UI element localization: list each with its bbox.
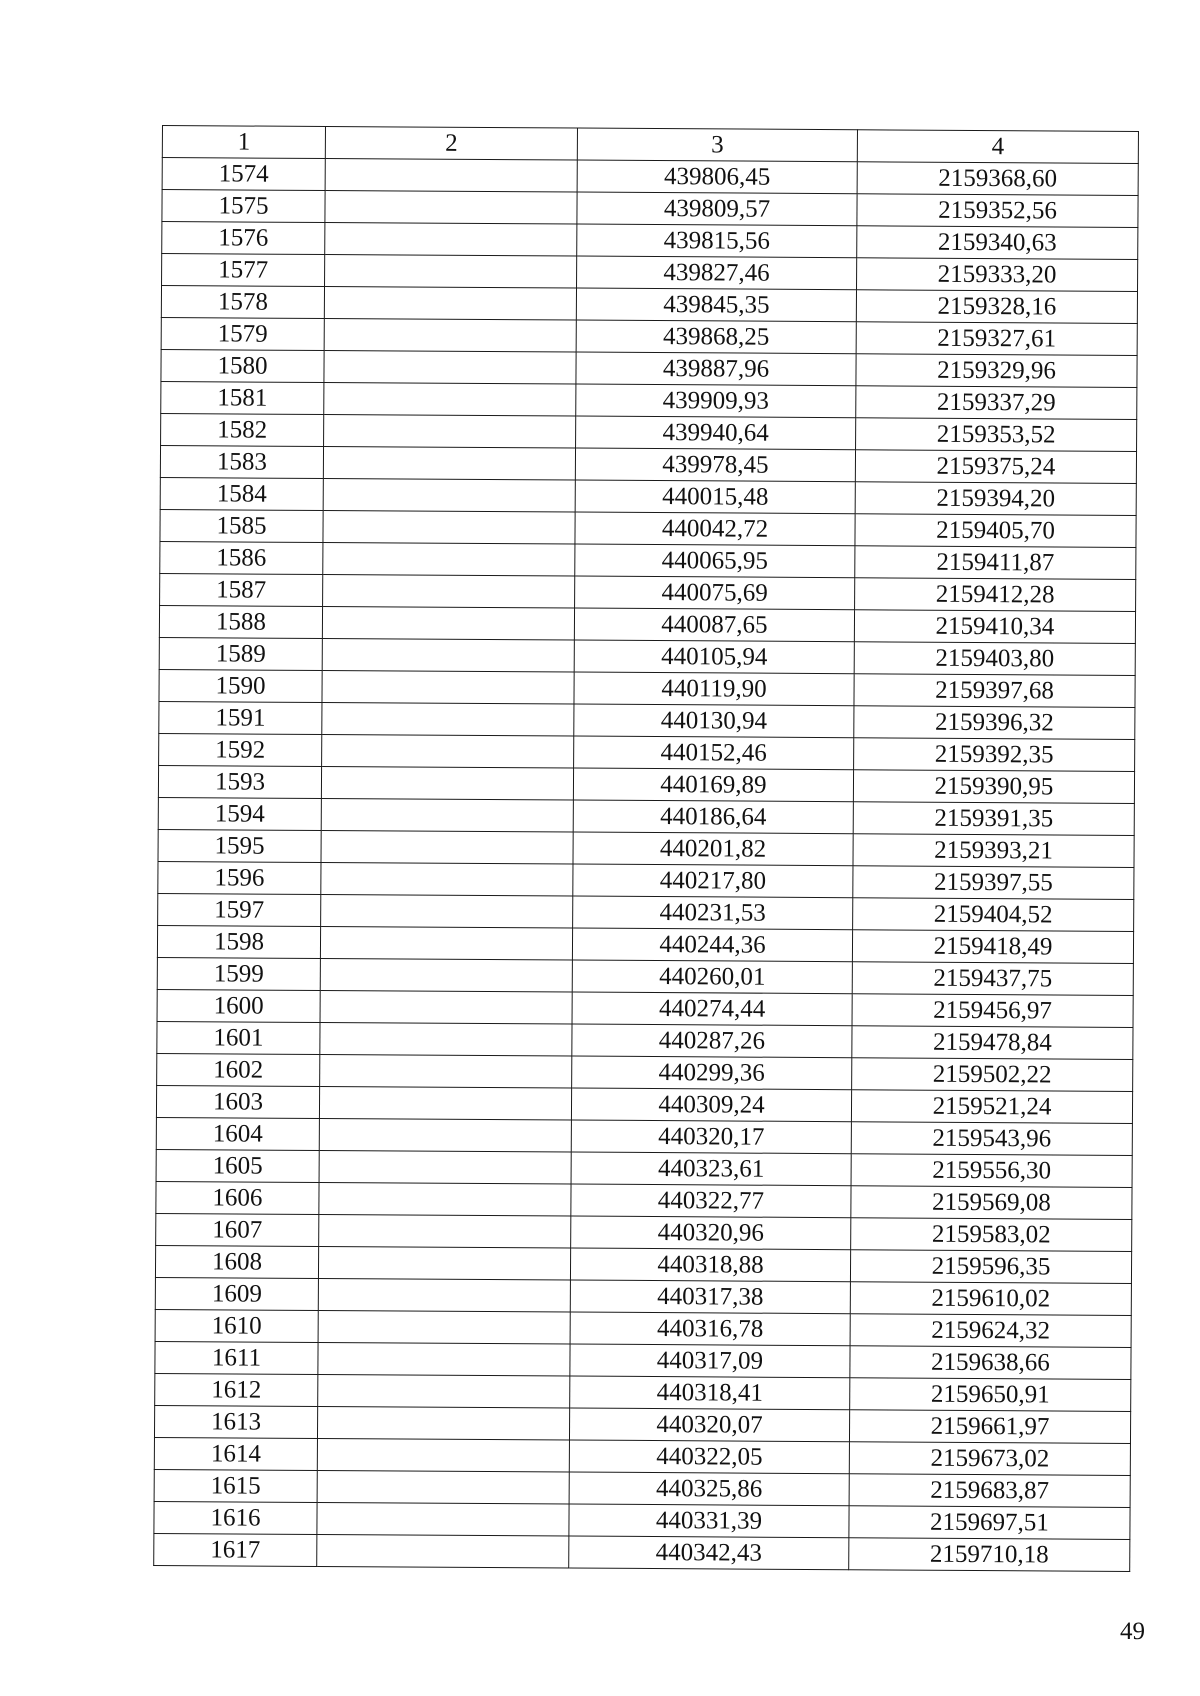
- y-coordinate-cell: 2159412,28: [855, 578, 1136, 612]
- column-header-2: 2: [325, 126, 577, 160]
- description-cell: [317, 1406, 569, 1440]
- point-number-cell: 1586: [160, 541, 323, 574]
- x-coordinate-cell: 440075,69: [575, 576, 855, 610]
- x-coordinate-cell: 439940,64: [576, 416, 856, 450]
- x-coordinate-cell: 439868,25: [576, 320, 856, 354]
- description-cell: [325, 222, 577, 256]
- description-cell: [321, 862, 573, 896]
- x-coordinate-cell: 440322,05: [569, 1440, 849, 1474]
- x-coordinate-cell: 440287,26: [572, 1024, 852, 1058]
- x-coordinate-cell: 440331,39: [569, 1504, 849, 1538]
- point-number-cell: 1616: [154, 1501, 317, 1534]
- y-coordinate-cell: 2159393,21: [853, 834, 1134, 868]
- y-coordinate-cell: 2159673,02: [849, 1442, 1130, 1476]
- x-coordinate-cell: 440309,24: [571, 1088, 851, 1122]
- description-cell: [317, 1470, 569, 1504]
- point-number-cell: 1580: [161, 349, 324, 382]
- description-cell: [318, 1246, 570, 1280]
- x-coordinate-cell: 440130,94: [574, 704, 854, 738]
- description-cell: [324, 382, 576, 416]
- column-header-1: 1: [162, 126, 325, 159]
- y-coordinate-cell: 2159456,97: [852, 994, 1133, 1028]
- point-number-cell: 1615: [154, 1469, 317, 1502]
- x-coordinate-cell: 440231,53: [573, 896, 853, 930]
- x-coordinate-cell: 440322,77: [571, 1184, 851, 1218]
- point-number-cell: 1609: [155, 1277, 318, 1310]
- description-cell: [321, 830, 573, 864]
- description-cell: [318, 1310, 570, 1344]
- y-coordinate-cell: 2159650,91: [850, 1378, 1131, 1412]
- y-coordinate-cell: 2159397,55: [853, 866, 1134, 900]
- y-coordinate-cell: 2159368,60: [857, 162, 1138, 196]
- page-number: 49: [1120, 1618, 1145, 1645]
- y-coordinate-cell: 2159437,75: [852, 962, 1133, 996]
- description-cell: [319, 1118, 571, 1152]
- point-number-cell: 1599: [157, 957, 320, 990]
- y-coordinate-cell: 2159502,22: [852, 1058, 1133, 1092]
- x-coordinate-cell: 440318,41: [570, 1376, 850, 1410]
- x-coordinate-cell: 439809,57: [577, 192, 857, 226]
- point-number-cell: 1613: [154, 1405, 317, 1438]
- x-coordinate-cell: 439827,46: [577, 256, 857, 290]
- point-number-cell: 1578: [161, 286, 324, 319]
- point-number-cell: 1576: [162, 222, 325, 255]
- y-coordinate-cell: 2159327,61: [856, 322, 1137, 356]
- y-coordinate-cell: 2159583,02: [851, 1218, 1132, 1252]
- x-coordinate-cell: 439978,45: [575, 448, 855, 482]
- point-number-cell: 1574: [162, 158, 325, 191]
- description-cell: [319, 1182, 571, 1216]
- x-coordinate-cell: 440320,17: [571, 1120, 851, 1154]
- x-coordinate-cell: 440320,07: [569, 1408, 849, 1442]
- y-coordinate-cell: 2159683,87: [849, 1474, 1130, 1508]
- x-coordinate-cell: 440260,01: [572, 960, 852, 994]
- point-number-cell: 1611: [155, 1341, 318, 1374]
- point-number-cell: 1595: [158, 829, 321, 862]
- x-coordinate-cell: 440217,80: [573, 864, 853, 898]
- point-number-cell: 1614: [154, 1437, 317, 1470]
- y-coordinate-cell: 2159410,34: [854, 610, 1135, 644]
- y-coordinate-cell: 2159397,68: [854, 674, 1135, 708]
- point-number-cell: 1610: [155, 1309, 318, 1342]
- point-number-cell: 1581: [161, 381, 324, 414]
- description-cell: [324, 350, 576, 384]
- x-coordinate-cell: 440015,48: [575, 480, 855, 514]
- point-number-cell: 1606: [156, 1181, 319, 1214]
- point-number-cell: 1602: [157, 1053, 320, 1086]
- x-coordinate-cell: 440323,61: [571, 1152, 851, 1186]
- point-number-cell: 1590: [159, 669, 322, 702]
- x-coordinate-cell: 439909,93: [576, 384, 856, 418]
- x-coordinate-cell: 440119,90: [574, 672, 854, 706]
- point-number-cell: 1601: [157, 1021, 320, 1054]
- x-coordinate-cell: 440342,43: [569, 1536, 849, 1570]
- point-number-cell: 1587: [160, 573, 323, 606]
- y-coordinate-cell: 2159394,20: [855, 482, 1136, 516]
- x-coordinate-cell: 440299,36: [572, 1056, 852, 1090]
- point-number-cell: 1612: [155, 1373, 318, 1406]
- x-coordinate-cell: 440317,09: [570, 1344, 850, 1378]
- description-cell: [324, 318, 576, 352]
- y-coordinate-cell: 2159638,66: [850, 1346, 1131, 1380]
- x-coordinate-cell: 440318,88: [570, 1248, 850, 1282]
- y-coordinate-cell: 2159661,97: [849, 1410, 1130, 1444]
- description-cell: [322, 734, 574, 768]
- x-coordinate-cell: 440274,44: [572, 992, 852, 1026]
- description-cell: [321, 894, 573, 928]
- x-coordinate-cell: 440152,46: [574, 736, 854, 770]
- table-body: [154, 158, 1139, 1572]
- description-cell: [323, 478, 575, 512]
- point-number-cell: 1585: [160, 509, 323, 542]
- description-cell: [325, 254, 577, 288]
- x-coordinate-cell: 440186,64: [573, 800, 853, 834]
- point-number-cell: 1575: [162, 190, 325, 223]
- column-header-3: 3: [577, 128, 857, 162]
- description-cell: [323, 574, 575, 608]
- description-cell: [317, 1438, 569, 1472]
- description-cell: [322, 670, 574, 704]
- x-coordinate-cell: 440244,36: [572, 928, 852, 962]
- point-number-cell: 1582: [161, 413, 324, 446]
- description-cell: [324, 286, 576, 320]
- y-coordinate-cell: 2159569,08: [851, 1186, 1132, 1220]
- point-number-cell: 1607: [156, 1213, 319, 1246]
- y-coordinate-cell: 2159405,70: [855, 514, 1136, 548]
- y-coordinate-cell: 2159390,95: [853, 770, 1134, 804]
- point-number-cell: 1589: [159, 637, 322, 670]
- y-coordinate-cell: 2159610,02: [850, 1282, 1131, 1316]
- x-coordinate-cell: 439815,56: [577, 224, 857, 258]
- description-cell: [322, 606, 574, 640]
- description-cell: [319, 1214, 571, 1248]
- x-coordinate-cell: 440320,96: [571, 1216, 851, 1250]
- point-number-cell: 1591: [159, 701, 322, 734]
- y-coordinate-cell: 2159521,24: [851, 1090, 1132, 1124]
- description-cell: [323, 510, 575, 544]
- description-cell: [321, 766, 573, 800]
- y-coordinate-cell: 2159333,20: [857, 258, 1138, 292]
- x-coordinate-cell: 440325,86: [569, 1472, 849, 1506]
- description-cell: [320, 958, 572, 992]
- y-coordinate-cell: 2159329,96: [856, 354, 1137, 388]
- description-cell: [318, 1342, 570, 1376]
- x-coordinate-cell: 440105,94: [574, 640, 854, 674]
- column-header-4: 4: [857, 130, 1138, 164]
- point-number-cell: 1597: [158, 893, 321, 926]
- x-coordinate-cell: 440316,78: [570, 1312, 850, 1346]
- y-coordinate-cell: 2159391,35: [853, 802, 1134, 836]
- y-coordinate-cell: 2159328,16: [856, 290, 1137, 324]
- y-coordinate-cell: 2159403,80: [854, 642, 1135, 676]
- description-cell: [319, 1086, 571, 1120]
- point-number-cell: 1603: [156, 1085, 319, 1118]
- description-cell: [318, 1278, 570, 1312]
- table-row: [154, 1533, 1130, 1571]
- point-number-cell: 1600: [157, 989, 320, 1022]
- x-coordinate-cell: 440169,89: [573, 768, 853, 802]
- point-number-cell: 1617: [154, 1533, 317, 1566]
- description-cell: [325, 158, 577, 192]
- point-number-cell: 1596: [158, 861, 321, 894]
- x-coordinate-cell: 439845,35: [576, 288, 856, 322]
- y-coordinate-cell: 2159337,29: [856, 386, 1137, 420]
- y-coordinate-cell: 2159375,24: [855, 450, 1136, 484]
- description-cell: [322, 638, 574, 672]
- description-cell: [320, 1022, 572, 1056]
- y-coordinate-cell: 2159340,63: [857, 226, 1138, 260]
- description-cell: [320, 1054, 572, 1088]
- point-number-cell: 1594: [158, 797, 321, 830]
- point-number-cell: 1579: [161, 317, 324, 350]
- x-coordinate-cell: 439806,45: [577, 160, 857, 194]
- description-cell: [323, 542, 575, 576]
- point-number-cell: 1598: [157, 925, 320, 958]
- point-number-cell: 1608: [155, 1245, 318, 1278]
- x-coordinate-cell: 440065,95: [575, 544, 855, 578]
- point-number-cell: 1577: [162, 254, 325, 287]
- y-coordinate-cell: 2159624,32: [850, 1314, 1131, 1348]
- description-cell: [322, 702, 574, 736]
- description-cell: [319, 1150, 571, 1184]
- description-cell: [317, 1502, 569, 1536]
- description-cell: [325, 190, 577, 224]
- y-coordinate-cell: 2159596,35: [850, 1250, 1131, 1284]
- y-coordinate-cell: 2159556,30: [851, 1154, 1132, 1188]
- y-coordinate-cell: 2159710,18: [849, 1538, 1130, 1572]
- y-coordinate-cell: 2159392,35: [854, 738, 1135, 772]
- y-coordinate-cell: 2159478,84: [852, 1026, 1133, 1060]
- y-coordinate-cell: 2159418,49: [852, 930, 1133, 964]
- point-number-cell: 1584: [160, 477, 323, 510]
- y-coordinate-cell: 2159697,51: [849, 1506, 1130, 1540]
- coordinates-table: [153, 125, 1139, 1572]
- y-coordinate-cell: 2159352,56: [857, 194, 1138, 228]
- description-cell: [320, 990, 572, 1024]
- x-coordinate-cell: 440087,65: [574, 608, 854, 642]
- description-cell: [321, 798, 573, 832]
- description-cell: [323, 446, 575, 480]
- x-coordinate-cell: 440042,72: [575, 512, 855, 546]
- y-coordinate-cell: 2159543,96: [851, 1122, 1132, 1156]
- point-number-cell: 1604: [156, 1117, 319, 1150]
- y-coordinate-cell: 2159411,87: [855, 546, 1136, 580]
- x-coordinate-cell: 440201,82: [573, 832, 853, 866]
- point-number-cell: 1593: [158, 765, 321, 798]
- point-number-cell: 1583: [160, 445, 323, 478]
- point-number-cell: 1605: [156, 1149, 319, 1182]
- point-number-cell: 1592: [159, 733, 322, 766]
- y-coordinate-cell: 2159404,52: [853, 898, 1134, 932]
- description-cell: [320, 926, 572, 960]
- x-coordinate-cell: 440317,38: [570, 1280, 850, 1314]
- description-cell: [317, 1534, 569, 1568]
- y-coordinate-cell: 2159353,52: [856, 418, 1137, 452]
- description-cell: [324, 414, 576, 448]
- point-number-cell: 1588: [159, 605, 322, 638]
- y-coordinate-cell: 2159396,32: [854, 706, 1135, 740]
- x-coordinate-cell: 439887,96: [576, 352, 856, 386]
- description-cell: [318, 1374, 570, 1408]
